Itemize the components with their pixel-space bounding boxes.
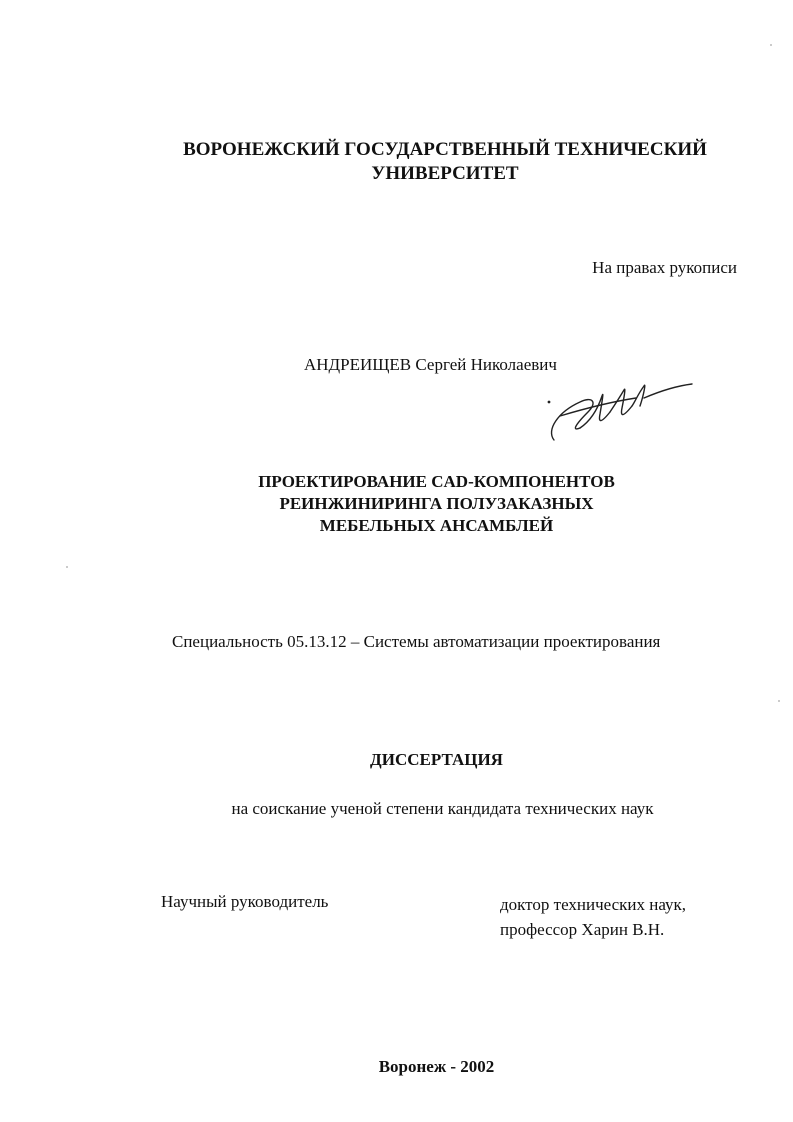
university-name-line-1: ВОРОНЕЖСКИЙ ГОСУДАРСТВЕННЫЙ ТЕХНИЧЕСКИЙ xyxy=(183,139,707,160)
supervisor-title: доктор технических наук, xyxy=(500,895,687,914)
manuscript-rights-note: На правах рукописи xyxy=(592,258,737,277)
scan-speck xyxy=(66,566,68,568)
degree-statement: на соискание ученой степени кандидата технических наук xyxy=(231,799,654,818)
author-name: АНДРЕИЩЕВ Сергей Николаевич xyxy=(304,355,557,374)
university-name xyxy=(90,138,793,186)
supervisor-label: Научный руководитель xyxy=(161,892,329,911)
supervisor-name: профессор Харин В.Н. xyxy=(500,920,665,939)
university-name-line-2: УНИВЕРСИТЕТ xyxy=(371,163,519,184)
dissertation-topic xyxy=(40,471,793,537)
topic-line-2: РЕИНЖИНИРИНГА ПОЛУЗАКАЗНЫХ xyxy=(279,494,594,513)
scan-speck xyxy=(770,44,772,46)
supervisor-info xyxy=(500,892,686,942)
topic-line-1: ПРОЕКТИРОВАНИЕ CAD-КОМПОНЕНТОВ xyxy=(258,472,615,491)
author-signature xyxy=(540,372,700,452)
document-type-heading: ДИССЕРТАЦИЯ xyxy=(370,750,503,769)
scan-speck xyxy=(778,700,780,702)
topic-line-3: МЕБЕЛЬНЫХ АНСАМБЛЕЙ xyxy=(319,516,554,535)
specialty-line: Специальность 05.13.12 – Системы автоматизации проектирования xyxy=(172,632,661,651)
city-and-year: Воронеж - 2002 xyxy=(378,1057,495,1076)
